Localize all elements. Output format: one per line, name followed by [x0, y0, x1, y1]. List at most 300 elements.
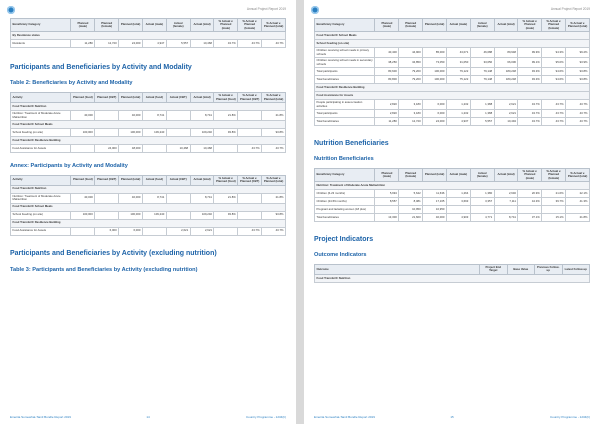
section-label: Food Transfer/C School Meals — [11, 203, 286, 211]
table-cell — [446, 206, 470, 214]
column-header: Actual (total) — [190, 93, 214, 103]
table-heading: Table 3: Participants and Beneficiaries by Activity (excluding nutrition) — [10, 266, 198, 273]
column-header: Planned (female) — [399, 19, 423, 32]
table-row — [315, 214, 590, 222]
table-cell — [166, 128, 190, 136]
table-cell: 21,600 — [399, 214, 423, 222]
table-cell: 5,994 — [375, 190, 399, 198]
nutrition-beneficiaries-table — [314, 168, 590, 222]
table-cell: 1,380 — [470, 190, 494, 198]
table-cell: 93.8% — [214, 211, 238, 219]
table-cell: 5,557 — [166, 40, 190, 48]
table-cell: 73,050 — [423, 58, 447, 68]
table-cell: 75,122 — [446, 76, 470, 84]
column-header: Planned (total) — [119, 19, 143, 32]
table-cell: 43.7% — [518, 110, 542, 118]
table-cell — [166, 111, 190, 121]
table-cell: 10,468 — [190, 144, 214, 152]
table-cell — [238, 193, 262, 203]
column-header: % Actual v. Planned (total) — [262, 93, 286, 103]
table-header-row — [315, 168, 590, 181]
table-cell: 40,000 — [119, 111, 143, 121]
table-cell: 38,250 — [375, 58, 399, 68]
column-header: % Actual v. Planned (female) — [542, 19, 566, 32]
column-header: Actual (food) — [142, 175, 166, 185]
column-header: Actual (male) — [446, 168, 470, 181]
table-cell: 93.8% — [566, 76, 590, 84]
table-cell: 79,200 — [399, 76, 423, 84]
column-header: Beneficiary Category — [315, 19, 375, 32]
column-header: Actual (male) — [142, 19, 166, 32]
column-header: Project End Target — [480, 265, 508, 275]
table-cell: 43,071 — [446, 48, 470, 58]
table-cell: 3,693 — [446, 198, 470, 206]
table-cell — [238, 128, 262, 136]
table-cell: 40,000 — [71, 111, 95, 121]
table-header-row — [11, 93, 286, 103]
column-header: Planned (CBT) — [95, 93, 119, 103]
table-cell: 10,494 — [494, 118, 518, 126]
logo-icon — [311, 6, 319, 14]
column-header: Beneficiary Category — [11, 19, 71, 32]
table-cell: 43.7% — [542, 110, 566, 118]
column-header: Planned (total) — [423, 168, 447, 181]
table-cell: 10,468 — [190, 40, 214, 48]
table-cell — [214, 144, 238, 152]
table-cell — [71, 227, 95, 235]
table-cell: 100,000 — [423, 68, 447, 76]
column-header: % Actual v. Planned (total) — [566, 168, 590, 181]
column-header: Activity — [11, 93, 71, 103]
section-label: Food Transfer/C Nutrition — [315, 274, 590, 282]
table-row — [315, 76, 590, 84]
table-cell: Pregnant and lactating women (18 plus) — [315, 206, 375, 214]
table-cell: 43.7% — [262, 144, 286, 152]
section-label: Food Transfer/C Resilience Building — [315, 84, 590, 92]
table-cell: 99.2% — [566, 48, 590, 58]
table-cell: 100,000 — [71, 128, 95, 136]
page-header-text: Annual Project Report 2019 — [550, 7, 590, 11]
table-cell: Total beneficiaries — [315, 76, 375, 84]
table-cell: 66,006 — [494, 58, 518, 68]
column-header: % Actual v. Planned (CBT) — [238, 93, 262, 103]
table-row — [11, 227, 286, 235]
column-header: Actual (total) — [190, 175, 214, 185]
table-cell: 21.8% — [262, 111, 286, 121]
table-cell: School Feeding (on-site) — [11, 128, 71, 136]
table-cell: 24,000 — [423, 118, 447, 126]
table-cell: Children (6-23 months) — [315, 190, 375, 198]
page-header-text: Annual Project Report 2019 — [246, 7, 286, 11]
table-cell: 43.7% — [566, 100, 590, 110]
table-cell: 93.9% — [566, 58, 590, 68]
table-cell: Children receiving school meals in primary schools — [315, 48, 375, 58]
footer-left-text: Emerita Somewhat-Tamil Bundle Report 2019 — [10, 415, 71, 419]
table-heading: Table 2: Beneficiaries by Activity and Modality — [10, 80, 133, 87]
table-cell: Total participants — [315, 110, 375, 118]
table-cell: 21.8% — [262, 193, 286, 203]
table-cell: 79,200 — [399, 68, 423, 76]
table-section-row — [11, 203, 286, 211]
table-cell: 44,900 — [399, 48, 423, 58]
table-row — [315, 110, 590, 118]
table-cell: 11,636 — [423, 190, 447, 198]
table-cell: Total beneficiaries — [315, 214, 375, 222]
table-cell: 21.8% — [214, 193, 238, 203]
table-cell: 40,000 — [119, 193, 143, 203]
column-header: Actual (male) — [446, 19, 470, 32]
table-cell: 80,800 — [375, 76, 399, 84]
table-cell: 11,280 — [71, 40, 95, 48]
table-cell: 17,165 — [423, 198, 447, 206]
page-content — [10, 18, 286, 273]
table-cell: 94.6% — [542, 68, 566, 76]
table-cell: 43.7% — [542, 118, 566, 126]
table-cell: 3,180 — [399, 110, 423, 118]
table-header-row — [315, 265, 590, 275]
table-cell — [95, 211, 119, 219]
table-cell: 43.7% — [542, 100, 566, 110]
column-header: % Actual v. Planned (total) — [566, 19, 590, 32]
table-heading: Nutrition Beneficiaries — [314, 156, 374, 163]
page-number: 15 — [450, 415, 454, 419]
table-cell — [142, 144, 166, 152]
table-cell — [71, 144, 95, 152]
table-cell: 5,642 — [399, 190, 423, 198]
table-cell: 8,557 — [375, 198, 399, 206]
column-header: Planned (male) — [71, 19, 95, 32]
table-cell: 21.8% — [566, 214, 590, 222]
table-cell: 79,148 — [470, 68, 494, 76]
table-header-row — [11, 175, 286, 185]
table-cell — [95, 111, 119, 121]
table-cell: 11,280 — [375, 118, 399, 126]
column-header: % Actual v. Planned (food) — [214, 93, 238, 103]
table-section-row — [315, 32, 590, 40]
table-cell: 2,646 — [494, 190, 518, 198]
table-cell: 46,088 — [470, 48, 494, 58]
table-cell — [238, 211, 262, 219]
table-cell — [470, 206, 494, 214]
table-section-row — [11, 120, 286, 128]
table-cell: 21.6% — [542, 190, 566, 198]
column-header: % Actual v. Planned (total) — [262, 175, 286, 185]
column-header: % Actual v. Planned (male) — [518, 168, 542, 181]
table-row — [315, 206, 590, 214]
table-cell: Nutrition: Treatment of Moderate Acute Malnutrition — [11, 111, 71, 121]
section-label: School Feeding (on-site) — [315, 40, 590, 48]
table-cell: 21.8% — [214, 111, 238, 121]
table-cell: School Feeding (on-site) — [11, 211, 71, 219]
column-header: Activity — [11, 175, 71, 185]
table-cell: 13,300 — [375, 214, 399, 222]
section-heading: Nutrition Beneficiaries — [314, 140, 389, 148]
table-cell: 4,937 — [446, 118, 470, 126]
table-cell: 6,000 — [95, 227, 119, 235]
table-cell: 43.7% — [262, 227, 286, 235]
table-cell: 8,741 — [190, 111, 214, 121]
table-cell: 1,388 — [470, 110, 494, 118]
section-label: By Residence status — [11, 32, 286, 40]
table-row — [315, 190, 590, 198]
table-cell: 7,111 — [494, 198, 518, 206]
section-heading: Participants and Beneficiaries by Activity (excluding nutrition) — [10, 249, 217, 257]
table-cell: 22.1% — [566, 190, 590, 198]
table-cell: 2,820 — [375, 100, 399, 110]
table-cell: 10,950 — [399, 206, 423, 214]
table-cell: 43.7% — [262, 40, 286, 48]
table-row — [315, 68, 590, 76]
table-cell: 2,621 — [190, 227, 214, 235]
table-cell: 95.0% — [542, 58, 566, 68]
table-cell: 43.7% — [214, 40, 238, 48]
table-cell: 180,248 — [494, 76, 518, 84]
table-cell: 4,947 — [142, 40, 166, 48]
table-cell — [518, 206, 542, 214]
column-header: Previous Follow-up — [535, 265, 563, 275]
table-cell: 93.3% — [518, 76, 542, 84]
table-header-row — [315, 19, 590, 32]
column-header: Actual (total) — [494, 168, 518, 181]
table-cell: 33,056 — [470, 58, 494, 68]
table-row — [315, 118, 590, 126]
table-heading: Outcome Indicators — [314, 252, 367, 259]
section-label: Food Assistance for Assets — [315, 92, 590, 100]
table-cell: 1,232 — [446, 110, 470, 118]
table-cell: 40,400 — [375, 48, 399, 58]
table-cell: 85,000 — [423, 48, 447, 58]
column-header: Actual (female) — [470, 168, 494, 181]
table-cell — [542, 206, 566, 214]
table-cell: 12,720 — [95, 40, 119, 48]
table-section-row — [11, 219, 286, 227]
table-cell: 6,000 — [423, 100, 447, 110]
table-row — [315, 100, 590, 110]
table-cell: 43.7% — [566, 118, 590, 126]
column-header: % Actual v. Planned (CBT) — [238, 175, 262, 185]
table-row — [315, 48, 590, 58]
table-section-row — [315, 40, 590, 48]
page-footer — [314, 415, 590, 421]
table-cell: 8,741 — [142, 193, 166, 203]
table-section-row — [315, 274, 590, 282]
column-header: Planned (food) — [71, 93, 95, 103]
table-cell: 2,621 — [166, 227, 190, 235]
table-row — [11, 144, 286, 152]
section-heading: Participants and Beneficiaries by Activity and Modality — [10, 64, 192, 72]
footer-left-text: Emerita Somewhat-Tamil Bundle Report 2019 — [314, 415, 375, 419]
table-cell: 80,600 — [375, 68, 399, 76]
table-row — [315, 58, 590, 68]
table-cell: 43.7% — [518, 118, 542, 126]
table-cell: 12,720 — [399, 118, 423, 126]
column-header: Latest Follow-up — [562, 265, 590, 275]
table-cell: 44.3% — [518, 198, 542, 206]
table-cell: 79,148 — [470, 76, 494, 84]
table-cell: 8,081 — [399, 198, 423, 206]
column-header: Planned (female) — [399, 168, 423, 181]
column-header: Planned (total) — [119, 175, 143, 185]
table-cell: 15.1% — [542, 214, 566, 222]
column-header: Actual (female) — [470, 19, 494, 32]
table-cell: 94.6% — [542, 76, 566, 84]
table-cell: 100,000 — [119, 128, 143, 136]
table-cell: 180,248 — [494, 68, 518, 76]
table-cell: 2,621 — [494, 110, 518, 118]
table-cell: 6,000 — [119, 227, 143, 235]
table-row — [11, 111, 286, 121]
table-cell: 6,000 — [423, 110, 447, 118]
table-cell — [494, 206, 518, 214]
section-label: Food Transfer/C School Meals — [11, 120, 286, 128]
section-label: Food Transfer/C Nutrition — [11, 103, 286, 111]
table-cell: 8,741 — [494, 214, 518, 222]
table-cell: 4,903 — [446, 214, 470, 222]
column-header: Planned (female) — [95, 19, 119, 32]
table-cell: 43.7% — [238, 227, 262, 235]
table-cell: 3,180 — [399, 100, 423, 110]
page-number: 14 — [146, 415, 150, 419]
table-cell: 99.1% — [518, 58, 542, 68]
table-header-row — [11, 19, 286, 32]
table-row — [11, 128, 286, 136]
column-header: Actual (CBT) — [166, 175, 190, 185]
table-cell: 5,557 — [470, 118, 494, 126]
page-content — [314, 18, 590, 283]
table-cell: 39.7% — [542, 198, 566, 206]
table-cell: Total beneficiaries — [315, 118, 375, 126]
table-row — [11, 40, 286, 48]
table-cell: 94.3% — [542, 48, 566, 58]
table-cell — [375, 206, 399, 214]
table-cell: 93.3% — [518, 68, 542, 76]
table-section-row — [11, 185, 286, 193]
section-label: Food Transfer/C Resilience Building — [11, 136, 286, 144]
annex-participants-table — [10, 175, 286, 236]
table-cell: 31,050 — [446, 58, 470, 68]
section-heading: Project Indicators — [314, 236, 374, 244]
table-cell: 109,240 — [142, 211, 166, 219]
table-cell: 93.8% — [262, 128, 286, 136]
table-cell — [214, 227, 238, 235]
column-header: Actual (total) — [190, 19, 214, 32]
table-section-row — [315, 182, 590, 190]
table-cell: Nutrition: Treatment of Moderate Acute Malnutrition — [11, 193, 71, 203]
column-header: % Actual v. Planned (male) — [518, 19, 542, 32]
column-header: % Actual v. Planned (food) — [214, 175, 238, 185]
table-cell: 100,000 — [119, 211, 143, 219]
table-cell: Food Assistance for Assets — [11, 144, 71, 152]
column-header: Actual (food) — [142, 93, 166, 103]
table-cell — [166, 193, 190, 203]
section-label: Food Transfer/C School Meals — [315, 32, 590, 40]
outcome-indicators-table — [314, 264, 590, 283]
table-cell: 1,388 — [470, 100, 494, 110]
column-header: Planned (total) — [119, 93, 143, 103]
table-cell: 109,240 — [190, 211, 214, 219]
table-cell — [566, 206, 590, 214]
table-section-row — [11, 103, 286, 111]
activity-modality-table — [10, 92, 286, 153]
column-header: % Actual v. Planned (female) — [238, 19, 262, 32]
beneficiary-residence-table — [10, 18, 286, 48]
table-cell: 43.7% — [518, 100, 542, 110]
table-cell: 99.9% — [518, 48, 542, 58]
table-cell: 3,357 — [470, 198, 494, 206]
table-cell: 24,000 — [95, 144, 119, 152]
table-row — [315, 198, 590, 206]
column-header: % Actual v. Planned (female) — [542, 168, 566, 181]
table-cell: 48,000 — [119, 144, 143, 152]
table-cell: Children (24-59 months) — [315, 198, 375, 206]
table-row — [11, 193, 286, 203]
table-heading: Annex: Participants by Activity and Modality — [10, 162, 128, 169]
table-cell — [142, 227, 166, 235]
table-section-row — [315, 84, 590, 92]
section-label: Food Transfer/C Nutrition — [11, 185, 286, 193]
table-cell: 40,000 — [423, 214, 447, 222]
table-cell: 43.7% — [238, 144, 262, 152]
table-cell: Total participants — [315, 68, 375, 76]
table-cell: 89,948 — [494, 48, 518, 58]
column-header: Beneficiary Category — [315, 168, 375, 181]
page-right — [304, 0, 600, 424]
table-cell — [95, 128, 119, 136]
table-cell: 2,820 — [375, 110, 399, 118]
footer-right-text: Country Programme - 1234(h) — [549, 415, 590, 419]
table-section-row — [11, 136, 286, 144]
table-cell: 4,771 — [470, 214, 494, 222]
table-row — [11, 211, 286, 219]
table-cell: 100,000 — [71, 211, 95, 219]
section-label: Nutrition: Treatment of Moderate Acute Malnutrition — [315, 182, 590, 190]
table-cell: 8,741 — [190, 193, 214, 203]
page-footer — [10, 415, 286, 421]
column-header: Outcome — [315, 265, 480, 275]
column-header: Planned (male) — [375, 168, 399, 181]
table-cell: People participating in asset-creation activities — [315, 100, 375, 110]
table-cell: 20.9% — [518, 190, 542, 198]
table-cell: 24,000 — [119, 40, 143, 48]
table-cell: 40,000 — [71, 193, 95, 203]
table-cell — [166, 211, 190, 219]
column-header: Actual (female) — [166, 19, 190, 32]
table-cell: 10,468 — [166, 144, 190, 152]
column-header: Actual (CBT) — [166, 93, 190, 103]
section-label: Food Transfer/C Resilience Building — [11, 219, 286, 227]
table-cell — [238, 111, 262, 121]
table-cell: 93.8% — [566, 68, 590, 76]
column-header: Planned (CBT) — [95, 175, 119, 185]
table-cell: Residents — [11, 40, 71, 48]
footer-right-text: Country Programme - 1234(h) — [245, 415, 286, 419]
column-header: Base Value — [507, 265, 535, 275]
table-cell: 1,264 — [446, 190, 470, 198]
table-cell: 41.3% — [566, 198, 590, 206]
table-cell: Food Assistance for Assets — [11, 227, 71, 235]
table-cell: 109,240 — [190, 128, 214, 136]
column-header: % Actual v. Planned (male) — [214, 19, 238, 32]
beneficiary-category-table — [314, 18, 590, 126]
table-cell: 93.8% — [214, 128, 238, 136]
column-header: Actual (total) — [494, 19, 518, 32]
table-cell: 43.7% — [566, 110, 590, 118]
logo-icon — [7, 6, 15, 14]
table-cell — [95, 193, 119, 203]
column-header: % Actual v. Planned (total) — [262, 19, 286, 32]
column-header: Planned (male) — [375, 19, 399, 32]
table-cell: 79,122 — [446, 68, 470, 76]
